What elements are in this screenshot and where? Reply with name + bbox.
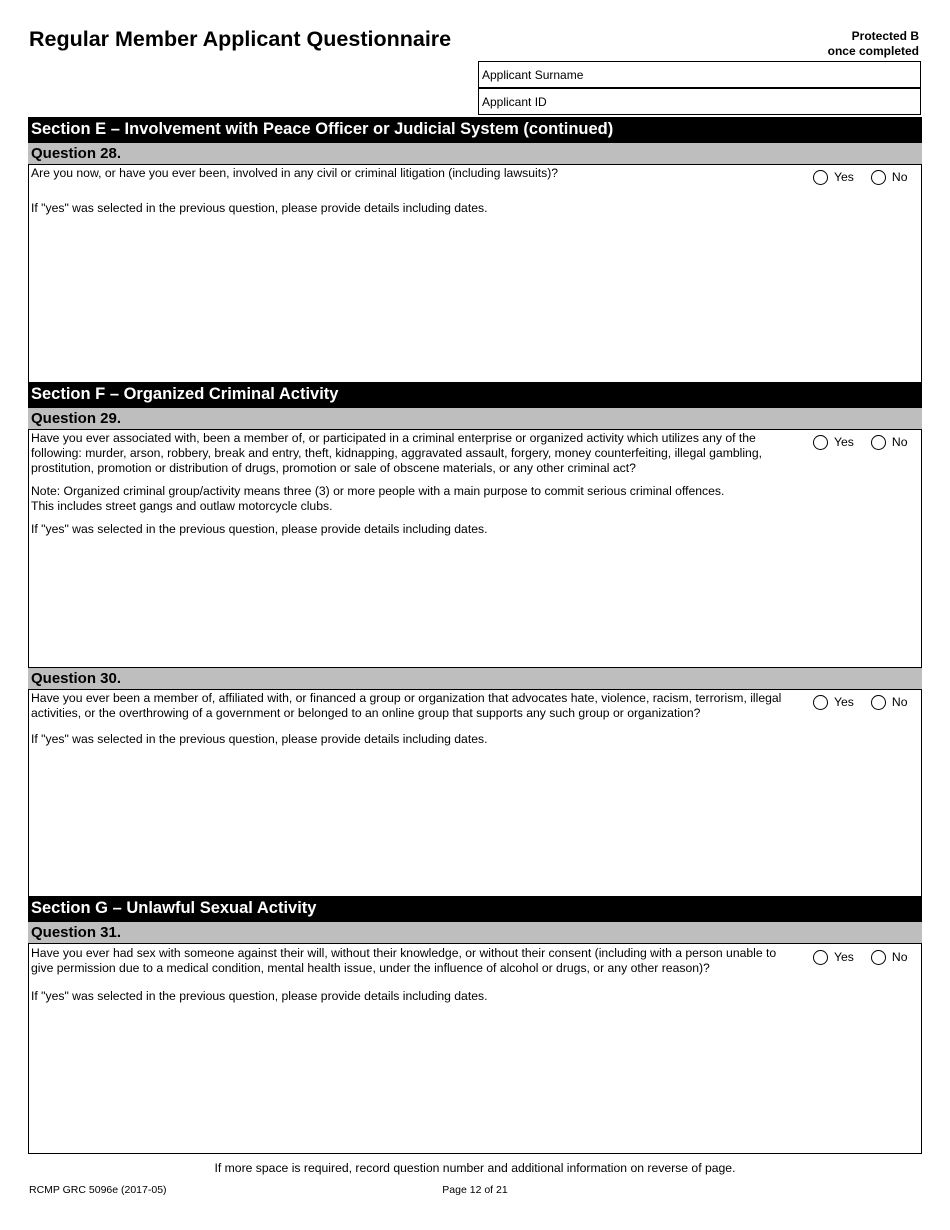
no-label: No: [891, 950, 908, 964]
question-31-details-field[interactable]: [29, 1006, 921, 1152]
question-29-note-line-1: Note: Organized criminal group/activity means three (3) or more people with a main purpose to commit serious criminal offences.: [31, 484, 725, 498]
question-30-no-radio[interactable]: [871, 695, 908, 710]
no-label: No: [891, 695, 908, 709]
question-31-yes-radio[interactable]: [813, 950, 854, 965]
question-31-no-radio[interactable]: [871, 950, 908, 965]
question-28-no-radio[interactable]: [871, 170, 908, 185]
question-30-details-prompt: If "yes" was selected in the previous question, please provide details including dates.: [31, 732, 488, 746]
question-28-text: Are you now, or have you ever been, involved in any civil or criminal litigation (including lawsuits)?: [31, 166, 559, 180]
question-29-radio-group: [813, 433, 907, 451]
question-30-radio-group: [813, 693, 907, 711]
section-f-header: Section F – Organized Criminal Activity: [28, 382, 922, 407]
question-30-details-field[interactable]: [29, 749, 921, 896]
radio-circle-icon: [871, 950, 886, 965]
page-number: Page 12 of 21: [442, 1184, 508, 1196]
radio-circle-icon: [813, 695, 828, 710]
radio-circle-icon: [813, 950, 828, 965]
yes-label: Yes: [834, 435, 854, 449]
applicant-surname-label: Applicant Surname: [482, 68, 584, 82]
question-29-details-field[interactable]: [29, 539, 921, 667]
question-28-radio-group: [813, 168, 907, 186]
no-label: No: [891, 170, 908, 184]
question-28-yes-radio[interactable]: [813, 170, 854, 185]
question-31-radio-group: [813, 948, 907, 966]
question-30-header: Question 30.: [28, 667, 922, 690]
question-29-note-line-2: This includes street gangs and outlaw motorcycle clubs.: [31, 499, 333, 513]
form-code: RCMP GRC 5096e (2017-05): [29, 1184, 167, 1196]
radio-circle-icon: [813, 435, 828, 450]
question-30-yes-radio[interactable]: [813, 695, 854, 710]
question-28-details-prompt: If "yes" was selected in the previous question, please provide details including dates.: [31, 201, 488, 215]
question-29-text: Have you ever associated with, been a member of, or participated in a criminal enterprise or organized activity which utilizes any of the following: murder, arson, robbery, break and entry, theft, kidnapping, aggravated assault, forgery, money counterfeiting, illegal gambling, prostitution, promotion or distribution of drugs, promotion or sale of obscene materials, or any other criminal act?: [31, 431, 762, 475]
question-29-no-radio[interactable]: [871, 435, 908, 450]
question-28-details-field[interactable]: [29, 218, 921, 381]
applicant-id-field[interactable]: [478, 88, 921, 115]
applicant-id-label: Applicant ID: [482, 95, 547, 109]
radio-circle-icon: [871, 170, 886, 185]
section-e-header: Section E – Involvement with Peace Officer or Judicial System (continued): [28, 117, 922, 142]
yes-label: Yes: [834, 170, 854, 184]
protected-line-1: Protected B: [851, 29, 919, 43]
radio-circle-icon: [871, 435, 886, 450]
question-28-header: Question 28.: [28, 142, 922, 165]
question-30-text: Have you ever been a member of, affiliated with, or financed a group or organization that advocates hate, violence, racism, terrorism, illegal activities, or the overthrowing of a government or belonged to an online group that supports any such group or organization?: [31, 691, 782, 720]
radio-circle-icon: [871, 695, 886, 710]
yes-label: Yes: [834, 695, 854, 709]
no-label: No: [891, 435, 908, 449]
section-g-header: Section G – Unlawful Sexual Activity: [28, 896, 922, 921]
question-29-details-prompt: If "yes" was selected in the previous question, please provide details including dates.: [31, 522, 488, 536]
radio-circle-icon: [813, 170, 828, 185]
protected-line-2: once completed: [827, 44, 919, 58]
applicant-surname-field[interactable]: [478, 61, 921, 88]
question-31-text: Have you ever had sex with someone against their will, without their knowledge, or without their consent (including with a person unable to give permission due to a medical condition, mental health issue, under the influence of alcohol or drugs, or any other reason)?: [31, 946, 777, 975]
question-29-yes-radio[interactable]: [813, 435, 854, 450]
question-31-header: Question 31.: [28, 921, 922, 944]
protected-b-label: [828, 29, 919, 59]
form-title: Regular Member Applicant Questionnaire: [29, 27, 452, 51]
yes-label: Yes: [834, 950, 854, 964]
question-29-header: Question 29.: [28, 407, 922, 430]
question-31-details-prompt: If "yes" was selected in the previous question, please provide details including dates.: [31, 989, 488, 1003]
more-space-note: If more space is required, record question number and additional information on reverse of page.: [214, 1161, 736, 1175]
question-29-note: [31, 484, 891, 514]
